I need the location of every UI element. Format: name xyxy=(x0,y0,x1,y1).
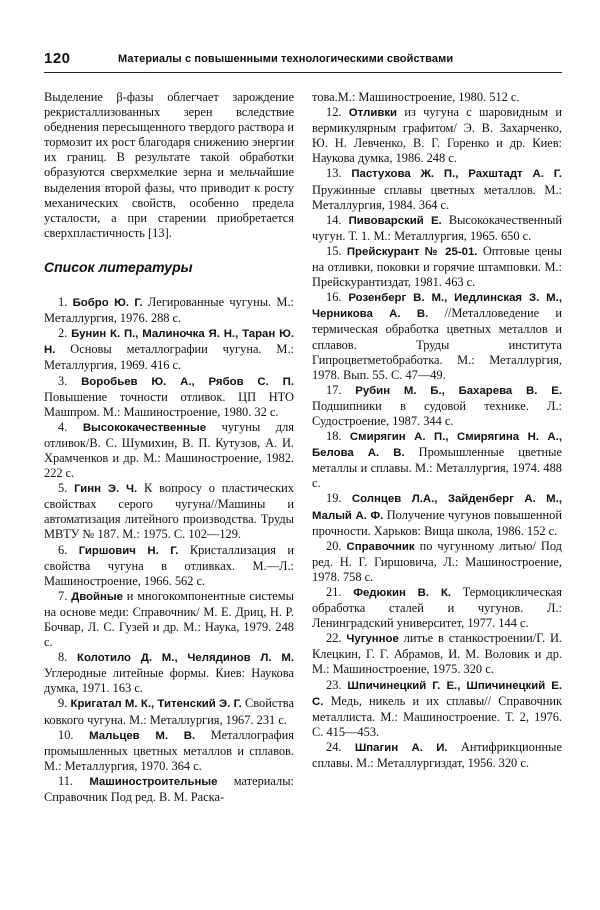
reference-item xyxy=(312,429,562,491)
reference-number: 12. xyxy=(326,105,342,120)
reference-number: 11. xyxy=(58,773,74,788)
reference-authors: Высококачественные xyxy=(82,421,207,434)
reference-authors: Розенберг В. М., Иедлинская З. М., Черникова А. В. xyxy=(312,292,562,321)
reference-text: //Металловедение и термическая обработка цветных металлов и сплавов. Труды института Гипроцветметобработка. М.: Металлургия, 1978. Вып. 55. С. 47—49. xyxy=(312,306,562,382)
reference-number: 6. xyxy=(58,542,68,557)
right-column xyxy=(312,90,562,771)
reference-item xyxy=(44,374,294,420)
reference-continuation: това.М.: Машиностроение, 1980. 512 с. xyxy=(312,90,520,104)
reference-authors: Пастухова Ж. П., Рахштадт А. Г. xyxy=(351,168,562,181)
reference-item xyxy=(44,696,294,727)
reference-text: из чугуна с шаровидным и вермикулярным графитом/ Э. В. Захарченко, Ю. Н. Левченко, В. Г. Горенко и др. Киев: Наукова думка, 1986. 248 с. xyxy=(312,105,562,166)
page-number: 120 xyxy=(44,50,71,67)
reference-item xyxy=(312,105,562,166)
reference-text: Термоциклическая обработка сталей и чугунов. Л.: Ленинградский университет, 1977. 144 с. xyxy=(312,585,562,631)
reference-number: 14. xyxy=(326,212,342,227)
reference-text: Металлография промышленных цветных металлов и сплавов. М.: Металлургия, 1970. 364 с. xyxy=(44,727,294,773)
reference-authors: Шпагин А. И. xyxy=(354,741,448,754)
reference-authors: Машиностроительные xyxy=(89,775,218,788)
reference-number: 13. xyxy=(326,166,342,181)
reference-number: 16. xyxy=(326,290,342,305)
reference-authors: Федюкин В. К. xyxy=(353,587,451,599)
reference-text: Углеродные литейные формы. Киев: Наукова думка, 1971. 163 с. xyxy=(44,666,294,696)
running-title: Материалы с повышенными технологическими свойствами xyxy=(118,53,454,65)
reference-text: Пружинные сплавы цветных металлов. М.: Металлургия, 1984. 364 с. xyxy=(312,182,562,212)
reference-text: Промышленные цветные металлы и сплавы. М.: Металлургия, 1974. 488 с. xyxy=(312,445,562,491)
reference-number: 2. xyxy=(58,326,68,341)
reference-item xyxy=(312,290,562,383)
reference-text: Оптовые цены на отливки, поковки и горячие штамповки. М.: Прейскурантиздат, 1981. 463 с. xyxy=(312,243,562,290)
reference-item xyxy=(312,585,562,631)
reference-authors: Бобро Ю. Г. xyxy=(72,297,143,310)
reference-authors: Кригатал М. К., Титенский Э. Г. xyxy=(70,698,242,711)
reference-text: и многокомпонентные системы на основе меди: Справочник/ М. Е. Дриц, Н. Р. Бочвар, Л. С. Гузей и др. М.: Наука, 1979. 248 с. xyxy=(44,588,294,650)
reference-text: Высококачественный чугун. Т. 1. М.: Металлургия, 1965. 650 с. xyxy=(312,212,562,243)
reference-authors: Бунин К. П., Малиночка Я. Н., Таран Ю. Н. xyxy=(44,328,294,357)
reference-number: 22. xyxy=(326,631,342,646)
reference-text: Кристаллизация и свойства чугуна в отливках. М.—Л.: Машиностроение, 1966. 562 с. xyxy=(44,542,294,588)
reference-text: Подшипники в судовой технике. Л.: Судостроение, 1987. 344 с. xyxy=(312,398,562,428)
reference-number: 24. xyxy=(326,739,342,754)
reference-item xyxy=(312,213,562,244)
reference-item xyxy=(312,491,562,538)
reference-text: Легированные чугуны. М.: Металлургия, 1976. 288 с. xyxy=(44,295,294,326)
reference-authors: Двойные xyxy=(71,590,123,603)
reference-item xyxy=(44,481,294,542)
reference-authors: Солнцев Л.А., Зайденберг А. М., Малый А. Ф. xyxy=(312,493,562,522)
reference-number: 3. xyxy=(58,373,68,388)
reference-item xyxy=(44,774,294,805)
reference-authors: Рубин М. Б., Бахарева В. Е. xyxy=(355,384,562,397)
intro-paragraph: Выделение β-фазы облегчает зарождение рекристаллизованных зерен вследствие обеднения пересыщенного твердого раствора и тормозит их рост благодаря снижению энергии их границ. В результате такой обработки образуются сверхмелкие зерна и мельчайшие выделения второй фазы, что приводит к росту механических свойств, особенно предела усталости, а при старении приобретается сверхпластичность [13]. xyxy=(44,90,294,240)
reference-text: по чугунному литью/ Под ред. Н. Г. Гиршовича, Л.: Машиностроение, 1978. 758 с. xyxy=(312,538,562,584)
reference-text: материалы: Справочник Под ред. В. М. Раска- xyxy=(44,773,294,805)
reference-item xyxy=(44,420,294,481)
reference-number: 17. xyxy=(326,382,342,397)
reference-item xyxy=(312,244,562,290)
reference-number: 9. xyxy=(58,696,68,711)
reference-number: 20. xyxy=(326,538,342,553)
reference-number: 15. xyxy=(326,243,342,258)
reference-item xyxy=(44,543,294,589)
reference-item xyxy=(312,539,562,585)
reference-number: 5. xyxy=(58,481,68,496)
reference-authors: Смирягин А. П., Смирягина Н. А., Белова А. В. xyxy=(312,431,562,460)
reference-item xyxy=(312,383,562,429)
reference-item xyxy=(44,589,294,650)
page-header xyxy=(44,50,562,73)
reference-number: 4. xyxy=(58,419,68,434)
reference-authors: Гиршович Н. Г. xyxy=(78,544,179,557)
reference-item xyxy=(312,166,562,212)
reference-authors: Мальцев М. В. xyxy=(89,729,196,742)
reference-list-left xyxy=(44,295,294,805)
reference-number: 7. xyxy=(58,588,68,603)
left-column xyxy=(44,90,294,805)
reference-item xyxy=(44,728,294,774)
reference-item xyxy=(44,326,294,373)
reference-authors: Отливки xyxy=(348,107,398,120)
reference-text: Антифрикционные сплавы. М.: Металлургиздат, 1956. 320 с. xyxy=(312,739,562,771)
reference-text: чугуны для отливок/В. С. Шумихин, В. П. Кутузов, А. И. Храмченков и др. М.: Машиностроение, 1982. 222 с. xyxy=(44,419,294,481)
reference-item xyxy=(312,740,562,771)
reference-number: 1. xyxy=(58,295,68,310)
reference-authors: Справочник xyxy=(346,540,415,553)
reference-number: 23. xyxy=(326,677,342,692)
reference-authors: Пивоварский Е. xyxy=(348,214,442,227)
reference-item xyxy=(312,678,562,740)
reference-text: Медь, никель и их сплавы// Справочник металлиста. М.: Машиностроение. Т. 2, 1976. С. 415—453. xyxy=(312,693,562,739)
reference-authors: Гинн Э. Ч. xyxy=(74,483,138,496)
section-title: Список литературы xyxy=(44,258,193,275)
reference-text: Получение чугунов повышенной прочности. Харьков: Вища школа, 1986. 152 с. xyxy=(312,507,562,538)
reference-text: Свойства ковкого чугуна. М.: Металлургия, 1967. 231 с. xyxy=(44,696,294,727)
reference-authors: Воробьев Ю. А., Рябов С. П. xyxy=(81,375,294,388)
reference-authors: Чугунное xyxy=(346,633,399,646)
reference-item xyxy=(44,650,294,696)
reference-authors: Шпичинецкий Г. Е., Шпичинецкий Е. С. xyxy=(312,679,562,708)
reference-number: 21. xyxy=(326,585,342,599)
reference-number: 8. xyxy=(58,650,68,665)
reference-number: 19. xyxy=(326,491,342,506)
reference-item xyxy=(312,631,562,677)
reference-text: Повышение точности отливок. ЦП НТО Машпром. М.: Машиностроение, 1980. 32 с. xyxy=(44,389,294,419)
reference-text: литье в станкостроении/Г. И. Клецкин, Г. Г. Абрамов, И. М. Воловик и др. М.: Машиностроение, 1975. 320 с. xyxy=(312,631,562,677)
reference-item xyxy=(44,295,294,326)
reference-text: К вопросу о пластических свойствах серого чугуна//Машины и автоматизация литейного производства. Труды МВТУ № 187. М.: 1975. С. 102—129. xyxy=(44,481,294,542)
reference-list-right xyxy=(312,105,562,771)
reference-number: 10. xyxy=(58,727,74,742)
reference-authors: Прейскурант № 25-01. xyxy=(346,245,478,258)
reference-authors: Колотило Д. М., Челядинов Л. М. xyxy=(77,652,294,665)
reference-text: Основы металлографии чугуна. М.: Металлургия, 1969. 416 с. xyxy=(44,342,294,373)
reference-number: 18. xyxy=(326,429,342,444)
